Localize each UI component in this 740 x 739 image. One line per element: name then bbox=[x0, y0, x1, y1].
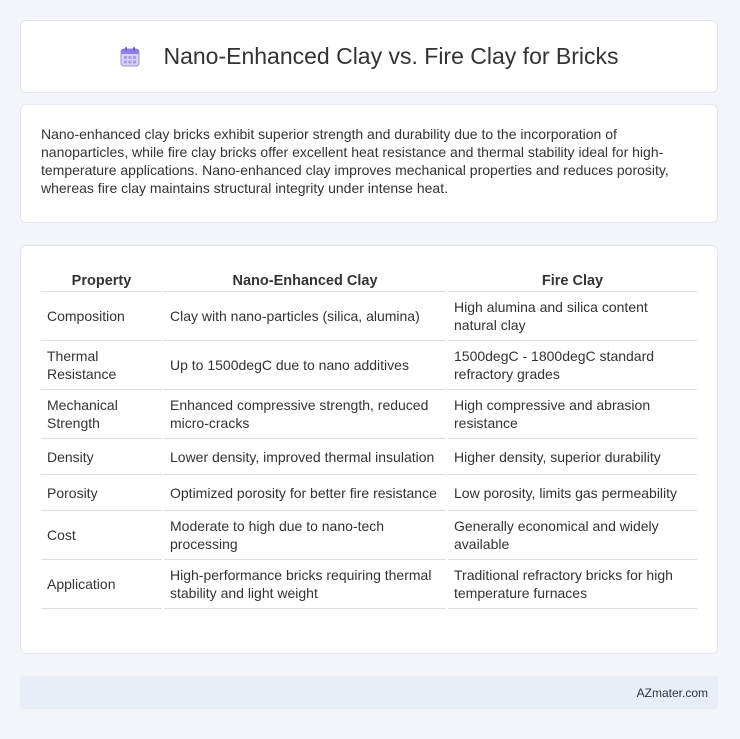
cell-nano: Lower density, improved thermal insulation bbox=[163, 439, 447, 475]
cell-nano: High-performance bricks requiring thermal stability and light weight bbox=[163, 560, 447, 609]
cell-nano: Optimized porosity for better fire resistance bbox=[163, 475, 447, 511]
cell-property: Cost bbox=[41, 511, 163, 560]
table-row bbox=[41, 439, 697, 475]
cell-fire: High alumina and silica content natural clay bbox=[447, 292, 697, 341]
cell-fire: Low porosity, limits gas permeability bbox=[447, 475, 697, 511]
cell-property: Mechanical Strength bbox=[41, 390, 163, 439]
table-row bbox=[41, 475, 697, 511]
cell-nano: Clay with nano-particles (silica, alumina) bbox=[163, 292, 447, 341]
cell-property: Porosity bbox=[41, 475, 163, 511]
footer-brand: AZmater.com bbox=[636, 685, 708, 700]
table-row bbox=[41, 292, 697, 341]
table-row bbox=[41, 341, 697, 390]
cell-nano: Up to 1500degC due to nano additives bbox=[163, 341, 447, 390]
summary-card bbox=[20, 104, 718, 223]
page-title: Nano-Enhanced Clay vs. Fire Clay for Bricks bbox=[163, 43, 619, 69]
cell-fire: Generally economical and widely available bbox=[447, 511, 697, 560]
cell-fire: Higher density, superior durability bbox=[447, 439, 697, 475]
cell-property: Density bbox=[41, 439, 163, 475]
cell-fire: High compressive and abrasion resistance bbox=[447, 390, 697, 439]
comparison-table bbox=[41, 269, 697, 609]
header-nano-enhanced-clay: Nano-Enhanced Clay bbox=[163, 269, 447, 292]
table-row bbox=[41, 390, 697, 439]
comparison-card bbox=[20, 245, 718, 654]
cell-nano: Enhanced compressive strength, reduced micro-cracks bbox=[163, 390, 447, 439]
cell-property: Thermal Resistance bbox=[41, 341, 163, 390]
cell-property: Application bbox=[41, 560, 163, 609]
table-row bbox=[41, 511, 697, 560]
title-card bbox=[20, 20, 718, 93]
header-fire-clay: Fire Clay bbox=[447, 269, 697, 292]
table-row bbox=[41, 560, 697, 609]
cell-nano: Moderate to high due to nano-tech processing bbox=[163, 511, 447, 560]
summary-text: Nano-enhanced clay bricks exhibit superior strength and durability due to the incorporation of nanoparticles, while fire clay bricks offer excellent heat resistance and thermal stability ideal for high-temperature applications. Nano-enhanced clay improves mechanical properties and reduces porosity, whereas fire clay maintains structural integrity under intense heat. bbox=[41, 126, 669, 196]
table-header-row bbox=[41, 269, 697, 292]
cell-fire: 1500degC - 1800degC standard refractory grades bbox=[447, 341, 697, 390]
cell-property: Composition bbox=[41, 292, 163, 341]
footer bbox=[20, 676, 718, 709]
header-property: Property bbox=[41, 269, 163, 292]
cell-fire: Traditional refractory bricks for high temperature furnaces bbox=[447, 560, 697, 609]
calendar-icon bbox=[119, 46, 141, 68]
